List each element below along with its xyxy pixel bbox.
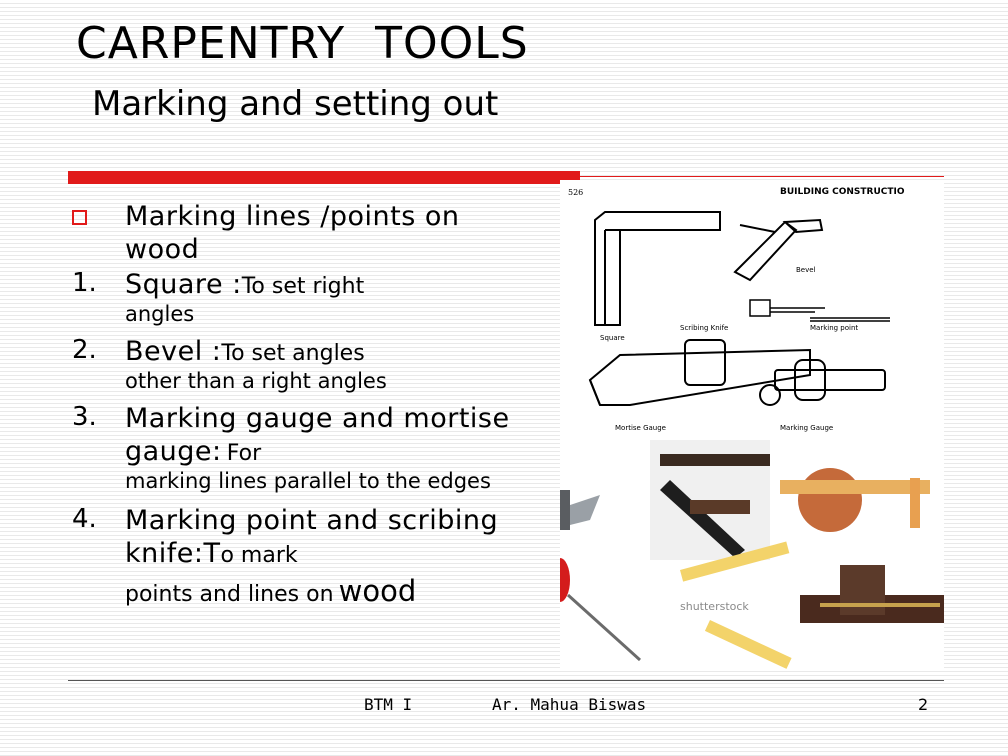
item-rest: points and lines on [125, 582, 334, 607]
list-item [70, 335, 540, 394]
awl-icon [560, 558, 640, 660]
mortise-gauge-photo-icon [800, 565, 944, 623]
watermark-text: shutterstock [680, 600, 749, 613]
footer-author: Ar. Mahua Biswas [492, 695, 647, 714]
item-number: 2. [72, 335, 97, 365]
item-number: 1. [72, 268, 97, 298]
item-lead: For [226, 441, 262, 466]
tools-photos [560, 440, 944, 670]
item-head: Square : [125, 269, 242, 300]
title-divider-line [580, 176, 944, 177]
item-lead: To set right [241, 274, 365, 299]
checkbox-bullet-icon [72, 210, 87, 225]
item-head: Marking point and scribing knife: [125, 505, 499, 569]
item-number: 3. [72, 402, 97, 432]
item-lead: o mark [220, 543, 298, 568]
item-rest: other than a right angles [125, 369, 387, 393]
item-head: Marking gauge and mortise gauge: [125, 403, 510, 467]
slide-number: 2 [918, 695, 929, 714]
marking-point-label: Marking point [810, 324, 859, 332]
item-rest: angles [125, 302, 195, 326]
item-rest: marking lines parallel to the edges [125, 469, 491, 493]
sliding-bevel-icon [650, 440, 770, 560]
tools-figure [560, 180, 944, 670]
figure-page-number: 526 [568, 188, 584, 197]
bullet-list [70, 200, 540, 609]
scribing-knife-icon [750, 300, 825, 316]
folding-ruler-icon [680, 542, 792, 669]
mortise-gauge-label: Mortise Gauge [615, 424, 666, 432]
item-head: Bevel : [125, 336, 222, 367]
list-item [70, 402, 545, 494]
list-item [70, 504, 545, 609]
scribing-knife-label: Scribing Knife [680, 324, 729, 332]
mortise-gauge-drawing-icon [590, 340, 810, 405]
footer-course: BTM I [364, 695, 413, 714]
marking-gauge-drawing-icon [760, 360, 885, 405]
list-item [70, 268, 540, 327]
footer-divider [68, 680, 944, 681]
list-item-intro [70, 200, 540, 266]
square-drawing-icon [595, 212, 720, 325]
square-label: Square [600, 334, 625, 342]
item-lead-capital: T [203, 538, 221, 569]
marking-gauge-label: Marking Gauge [780, 424, 834, 432]
slide-title: CARPENTRY TOOLS [76, 18, 529, 69]
item-tail: wood [338, 574, 417, 608]
slide-subtitle: Marking and setting out [92, 84, 499, 124]
title-divider-bar [68, 171, 580, 184]
combination-square-icon [560, 490, 600, 530]
figure-header: BUILDING CONSTRUCTIO [780, 187, 905, 197]
marking-point-icon [810, 318, 890, 321]
bevel-label: Bevel [796, 266, 816, 274]
marking-gauge-photo-icon [780, 468, 930, 532]
item-number: 4. [72, 504, 97, 534]
intro-text: Marking lines /points on wood [125, 201, 460, 265]
item-lead: To set angles [221, 341, 365, 366]
